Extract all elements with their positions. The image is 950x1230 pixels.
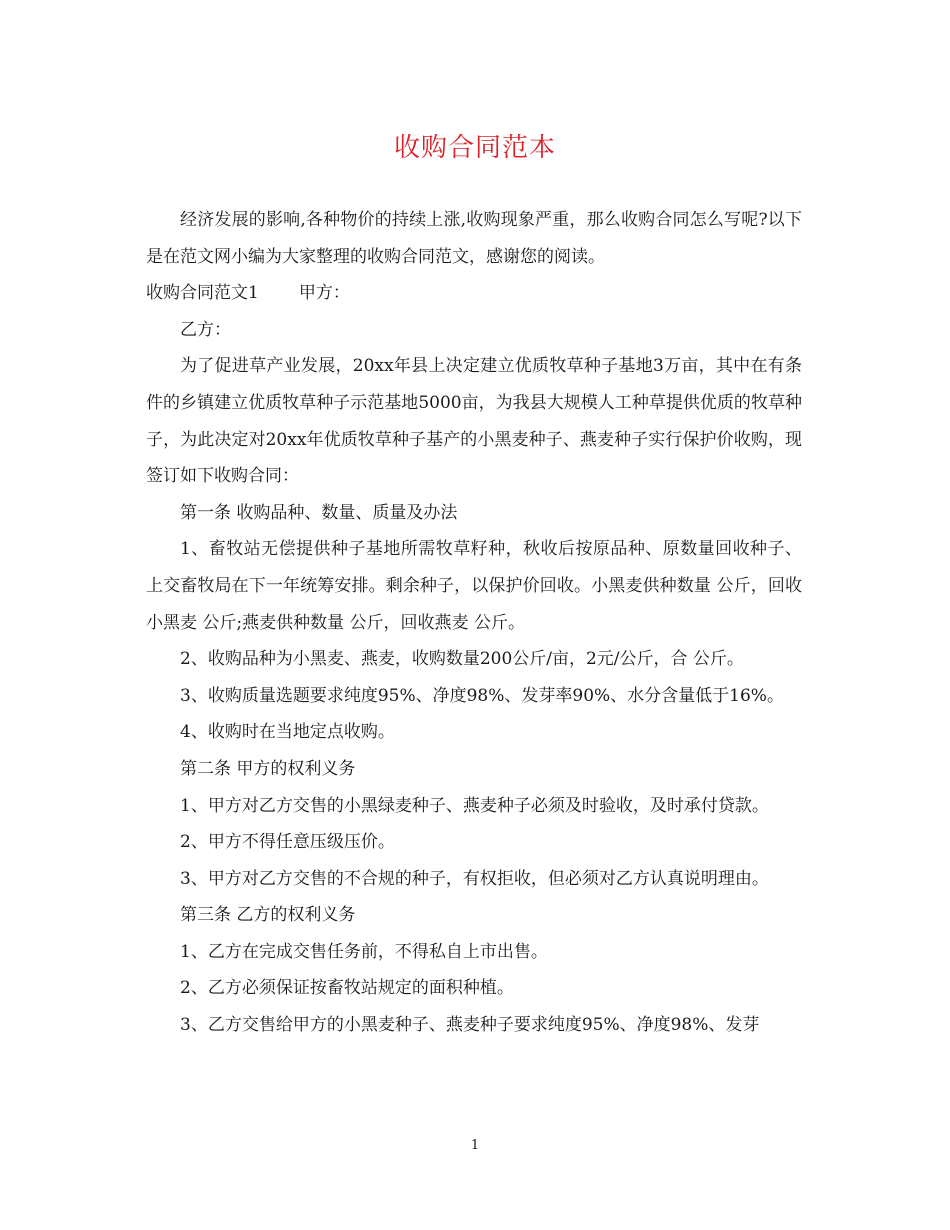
article3-item: 3、乙方交售给甲方的小黑麦种子、燕麦种子要求纯度95%、净度98%、发芽 xyxy=(180,1015,760,1036)
document-title: 收购合同范本 xyxy=(393,133,556,163)
page-number: 1 xyxy=(470,1138,480,1153)
article1-item: 2、收购品种为小黑麦、燕麦，收购数量200公斤/亩，2元/公斤，合 公斤。 xyxy=(180,649,744,670)
document-body xyxy=(146,202,802,1044)
article3-item: 2、乙方必须保证按畜牧站规定的面积种植。 xyxy=(180,978,514,999)
article1-heading: 第一条 收购品种、数量、质量及办法 xyxy=(180,502,458,523)
sample-heading: 收购合同范文1 xyxy=(146,283,259,304)
party-b-label: 乙方： xyxy=(180,319,231,340)
intro-paragraph: 经济发展的影响,各种物价的持续上涨,收购现象严重，那么收购合同怎么写呢?以下是在范文网小编为大家整理的收购合同范文，感谢您的阅读。 xyxy=(146,210,802,267)
article2-item: 2、甲方不得任意压级压价。 xyxy=(180,832,395,853)
article2-item: 3、甲方对乙方交售的不合规的种子，有权拒收，但必须对乙方认真说明理由。 xyxy=(180,868,769,889)
party-a-label: 甲方： xyxy=(298,283,350,304)
sample-heading-line xyxy=(146,275,802,312)
article2-item: 1、甲方对乙方交售的小黑绿麦种子、燕麦种子必须及时验收，及时承付贷款。 xyxy=(180,795,769,816)
article1-item: 1、畜牧站无偿提供种子基地所需牧草籽种，秋收后按原品种、原数量回收种子、上交畜牧局在下一年统筹安排。剩余种子，以保护价回收。小黑麦供种数量 公斤，回收小黑麦 公斤;燕麦供种数量 公斤，回收燕麦 公斤。 xyxy=(146,539,802,633)
article3-item: 1、乙方在完成交售任务前，不得私自上市出售。 xyxy=(180,941,548,962)
article3-heading: 第三条 乙方的权利义务 xyxy=(180,905,356,926)
article2-heading: 第二条 甲方的权利义务 xyxy=(180,758,356,779)
article1-item: 3、收购质量选题要求纯度95%、净度98%、发芽率90%、水分含量低于16%。 xyxy=(180,685,784,706)
preamble-paragraph: 为了促进草产业发展，20xx年县上决定建立优质牧草种子基地3万亩，其中在有条件的乡镇建立优质牧草种子示范基地5000亩，为我县大规模人工种草提供优质的牧草种子，为此决定对20xx年优质牧草种子基产的小黑麦种子、燕麦种子实行保护价收购，现签订如下收购合同： xyxy=(146,356,802,487)
article1-item: 4、收购时在当地定点收购。 xyxy=(180,722,395,743)
